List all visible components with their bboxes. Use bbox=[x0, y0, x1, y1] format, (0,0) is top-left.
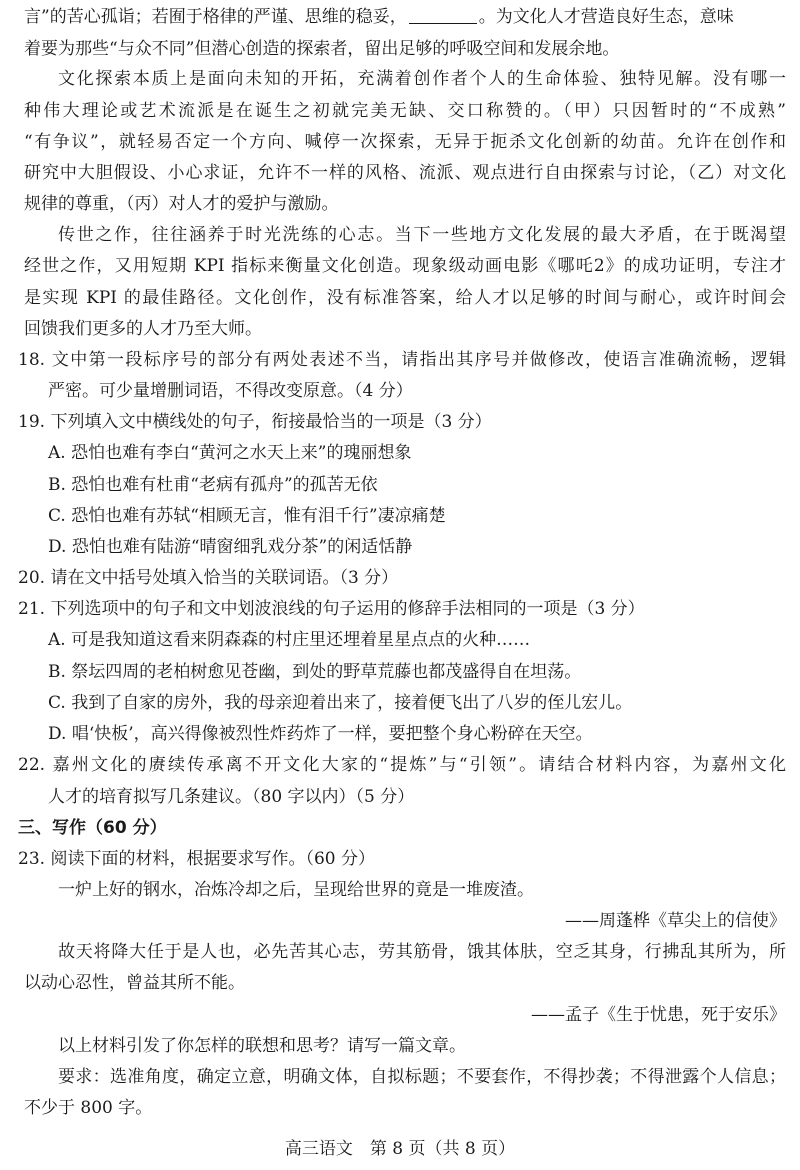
passage-line-7: 规律的尊重，（丙）对人才的爱护与激励。 bbox=[24, 194, 339, 214]
passage-line-10: 是实现 KPI 的最佳路径。文化创作，没有标准答案，给人才以足够的时间与耐心，或许时间会 bbox=[24, 288, 786, 308]
passage-line-8: 传世之作，往往涵养于时光洗练的心志。当下一些地方文化发展的最大矛盾，在于既渴望 bbox=[58, 225, 786, 245]
passage-line-11: 回馈我们更多的人才乃至大师。 bbox=[24, 319, 262, 339]
question-23: 23. 阅读下面的材料，根据要求写作。（60 分） bbox=[18, 849, 375, 869]
writing-requirements-cont: 不少于 800 字。 bbox=[24, 1098, 153, 1118]
passage-line-2: 着要为那些“与众不同”但潜心创造的探索者，留出足够的呼吸空间和发展余地。 bbox=[24, 39, 620, 59]
question-22-cont: 人才的培育拟写几条建议。（80 字以内）（5 分） bbox=[48, 787, 415, 807]
passage-text: 。为文化人才营造良好生态，意味 bbox=[478, 7, 734, 27]
passage-text: 言”的苦心孤诣；若囿于格律的严谨、思维的稳妥， bbox=[24, 7, 407, 27]
option-21-d: D. 唱‘快板’，高兴得像被烈性炸药炸了一样，要把整个身心粉碎在天空。 bbox=[48, 724, 593, 744]
option-21-a: A. 可是我知道这看来阴森森的村庄里还埋着星星点点的火种…… bbox=[48, 630, 531, 650]
section-heading-writing: 三、写作（60 分） bbox=[18, 818, 167, 838]
option-19-c: C. 恐怕也难有苏轼“相顾无言，惟有泪千行”凄凉痛楚 bbox=[48, 506, 446, 526]
option-19-d: D. 恐怕也难有陆游“晴窗细乳戏分茶”的闲适恬静 bbox=[48, 537, 413, 557]
passage-line-1 bbox=[24, 6, 786, 28]
material-quote-2-cont: 以动心忍性，曾益其所不能。 bbox=[24, 973, 245, 993]
question-20: 20. 请在文中括号处填入恰当的关联词语。（3 分） bbox=[18, 568, 399, 588]
material-quote-1: 一炉上好的钢水，冶炼冷却之后，呈现给世界的竟是一堆废渣。 bbox=[58, 880, 534, 900]
question-21: 21. 下列选项中的句子和文中划波浪线的句子运用的修辞手法相同的一项是（3 分） bbox=[18, 599, 645, 619]
option-21-c: C. 我到了自家的房外，我的母亲迎着出来了，接着便飞出了八岁的侄儿宏儿。 bbox=[48, 693, 633, 713]
material-attribution-1: ——周蓬桦《草尖上的信使》 bbox=[565, 911, 786, 931]
passage-line-3: 文化探索本质上是面向未知的开拓，充满着创作者个人的生命体验、独特见解。没有哪一 bbox=[58, 69, 786, 89]
passage-line-5: “有争议”，就轻易否定一个方向、喊停一次探索，无异于扼杀文化创新的幼苗。允许在创作和 bbox=[24, 132, 786, 152]
writing-requirements: 要求：选准角度，确定立意，明确文体，自拟标题；不要套作，不得抄袭；不得泄露个人信息； bbox=[58, 1067, 786, 1087]
question-18: 18. 文中第一段标序号的部分有两处表述不当，请指出其序号并做修改，使语言准确流畅，逻辑 bbox=[18, 350, 786, 370]
question-22: 22. 嘉州文化的赓续传承离不开文化大家的“提炼”与“引领”。请结合材料内容，为嘉州文化 bbox=[18, 755, 786, 775]
option-19-a: A. 恐怕也难有李白“黄河之水天上来”的瑰丽想象 bbox=[48, 443, 412, 463]
question-19: 19. 下列填入文中横线处的句子，衔接最恰当的一项是（3 分） bbox=[18, 412, 492, 432]
option-21-b: B. 祭坛四周的老柏树愈见苍幽，到处的野草荒藤也都茂盛得自在坦荡。 bbox=[48, 662, 582, 682]
writing-prompt: 以上材料引发了你怎样的联想和思考？请写一篇文章。 bbox=[58, 1036, 466, 1056]
question-18-cont: 严密。可少量增删词语，不得改变原意。（4 分） bbox=[48, 381, 413, 401]
passage-line-9: 经世之作，又用短期 KPI 指标来衡量文化创造。现象级动画电影《哪吒2》的成功证明，专注才 bbox=[24, 256, 786, 276]
passage-line-4: 种伟大理论或艺术流派是在诞生之初就完美无缺、交口称赞的。（甲）只因暂时的“不成熟” bbox=[24, 101, 786, 121]
passage-line-6: 研究中大胆假设、小心求证，允许不一样的风格、流派、观点进行自由探索与讨论，（乙）对文化 bbox=[24, 163, 786, 183]
material-attribution-2: ——孟子《生于忧患，死于安乐》 bbox=[531, 1005, 786, 1025]
fill-blank-line bbox=[409, 7, 477, 24]
option-19-b: B. 恐怕也难有杜甫“老病有孤舟”的孤苦无依 bbox=[48, 475, 378, 495]
material-quote-2: 故天将降大任于是人也，必先苦其心志，劳其筋骨，饿其体肤，空乏其身，行拂乱其所为，所 bbox=[58, 942, 786, 962]
page-footer: 高三语文 第 8 页（共 8 页） bbox=[284, 1139, 516, 1159]
